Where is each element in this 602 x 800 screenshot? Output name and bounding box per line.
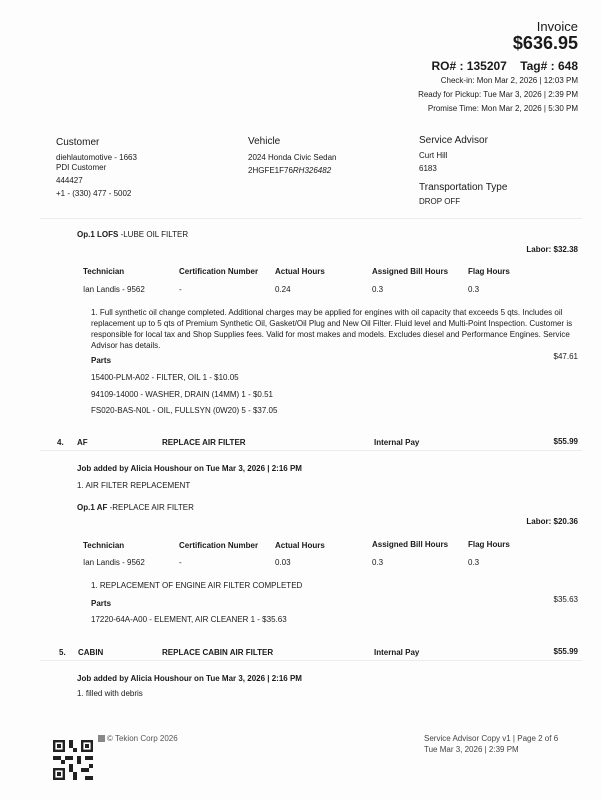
op-af-title: [77, 503, 194, 513]
job-code: CABIN: [78, 648, 104, 657]
advisor-id: 6183: [419, 164, 437, 173]
vehicle-label: Vehicle: [248, 136, 281, 147]
vehicle-vin: [248, 166, 331, 176]
footer-copyright: [98, 734, 178, 744]
op-code: Op.1 LOFS: [77, 230, 119, 239]
td-assigned-hours: 0.3: [372, 285, 384, 294]
qr-code: [53, 740, 93, 780]
customer-id: 444427: [56, 176, 83, 185]
td-certification: -: [179, 285, 182, 294]
divider: [40, 660, 582, 661]
job-concern: 1. filled with debris: [77, 689, 143, 698]
customer-phone: +1 - (330) 477 - 5002: [56, 189, 132, 198]
op-desc: -LUBE OIL FILTER: [118, 230, 189, 239]
tag-number: Tag# : 648: [520, 59, 578, 73]
op-code: Op.1 AF: [77, 503, 108, 512]
ready-time: Ready for Pickup: Tue Mar 3, 2026 | 2:39 PM: [418, 90, 578, 99]
labor-amount: Labor: $20.36: [526, 517, 578, 526]
job-number: 4.: [57, 438, 64, 447]
customer-label: Customer: [56, 137, 100, 148]
op-lofs-title: [77, 230, 188, 240]
part-item: FS020-BAS-N0L - OIL, FULLSYN (0W20) 5 - $37.05: [91, 406, 278, 415]
vin-suffix: RH326482: [292, 166, 332, 175]
divider: [40, 450, 582, 451]
th-assigned-hours: Assigned Bill Hours: [372, 540, 449, 549]
parts-total: $47.61: [553, 352, 578, 361]
invoice-total: $636.95: [512, 33, 578, 53]
td-actual-hours: 0.03: [275, 558, 291, 567]
td-assigned-hours: 0.3: [372, 558, 384, 567]
advisor-name: Curt Hill: [419, 151, 448, 160]
divider: [40, 218, 582, 219]
vin-prefix: 2HGFE1F76: [248, 166, 293, 175]
invoice-title: Invoice: [536, 19, 578, 34]
op-note: 1. Full synthetic oil change completed. Additional charges may be applied for engines with oil capacity that exceeds 5 qts. Includes oil replacement up to 5 qts of Premium Synthetic Oil, Gasket/Oil Plug and New Oil Filter. Fluid level and Multi-Point Inspection. Customer is responsible for local tax and Shop Supplies fees. Valid for most makes and models. Excludes diesel and Performance Engines. Service Advisor has details.: [91, 308, 573, 350]
td-technician: Ian Landis - 9562: [83, 285, 145, 294]
job-title: REPLACE AIR FILTER: [162, 438, 246, 447]
parts-label: Parts: [91, 356, 112, 365]
th-flag-hours: Flag Hours: [468, 540, 510, 549]
ro-tag-line: [431, 59, 578, 73]
th-certification: Certification Number: [179, 541, 259, 550]
th-flag-hours: Flag Hours: [468, 267, 510, 276]
td-flag-hours: 0.3: [468, 558, 480, 567]
transport-type: DROP OFF: [419, 197, 461, 206]
labor-amount: Labor: $32.38: [526, 245, 578, 254]
advisor-label: Service Advisor: [419, 135, 488, 146]
job-added-by: Job added by Alicia Houshour on Tue Mar 3, 2026 | 2:16 PM: [77, 464, 302, 473]
th-certification: Certification Number: [179, 267, 259, 276]
job-pay-type: Internal Pay: [374, 438, 420, 447]
td-flag-hours: 0.3: [468, 285, 480, 294]
op-desc: -REPLACE AIR FILTER: [107, 503, 194, 512]
job-number: 5.: [59, 648, 66, 657]
transport-label: Transportation Type: [419, 182, 508, 193]
part-item: 94109-14000 - WASHER, DRAIN (14MM) 1 - $0.51: [91, 390, 273, 399]
copyright-text: © Tekion Corp 2026: [107, 734, 178, 743]
job-pay-type: Internal Pay: [374, 648, 420, 657]
vehicle-model: 2024 Honda Civic Sedan: [248, 153, 337, 162]
td-technician: Ian Landis - 9562: [83, 558, 145, 567]
part-item: 15400-PLM-A02 - FILTER, OIL 1 - $10.05: [91, 373, 239, 382]
parts-label: Parts: [91, 599, 112, 608]
parts-total: $35.63: [553, 595, 578, 604]
th-actual-hours: Actual Hours: [275, 541, 325, 550]
footer-copy-page: Service Advisor Copy v1 | Page 2 of 6: [424, 734, 559, 743]
job-title: REPLACE CABIN AIR FILTER: [162, 648, 274, 657]
job-code: AF: [77, 438, 88, 447]
job-amount: $55.99: [553, 437, 578, 446]
part-item: 17220-64A-A00 - ELEMENT, AIR CLEANER 1 - $35.63: [91, 615, 287, 624]
td-actual-hours: 0.24: [275, 285, 291, 294]
ro-number: RO# : 135207: [431, 59, 507, 73]
customer-name: diehlautomotive - 1663: [56, 153, 137, 162]
tekion-logo-icon: [98, 735, 105, 742]
th-technician: Technician: [83, 541, 125, 550]
footer-printed-time: Tue Mar 3, 2026 | 2:39 PM: [424, 745, 519, 754]
customer-type: PDI Customer: [56, 163, 107, 172]
job-concern: 1. AIR FILTER REPLACEMENT: [77, 481, 191, 490]
promise-time: Promise Time: Mon Mar 2, 2026 | 5:30 PM: [427, 104, 578, 113]
job-added-by: Job added by Alicia Houshour on Tue Mar 3, 2026 | 2:16 PM: [77, 674, 302, 683]
th-technician: Technician: [83, 267, 125, 276]
op-note: 1. REPLACEMENT OF ENGINE AIR FILTER COMPLETED: [91, 581, 303, 590]
td-certification: -: [179, 558, 182, 567]
checkin-time: Check-in: Mon Mar 2, 2026 | 12:03 PM: [440, 76, 578, 85]
th-assigned-hours: Assigned Bill Hours: [372, 267, 449, 276]
th-actual-hours: Actual Hours: [275, 267, 325, 276]
job-amount: $55.99: [553, 647, 578, 656]
